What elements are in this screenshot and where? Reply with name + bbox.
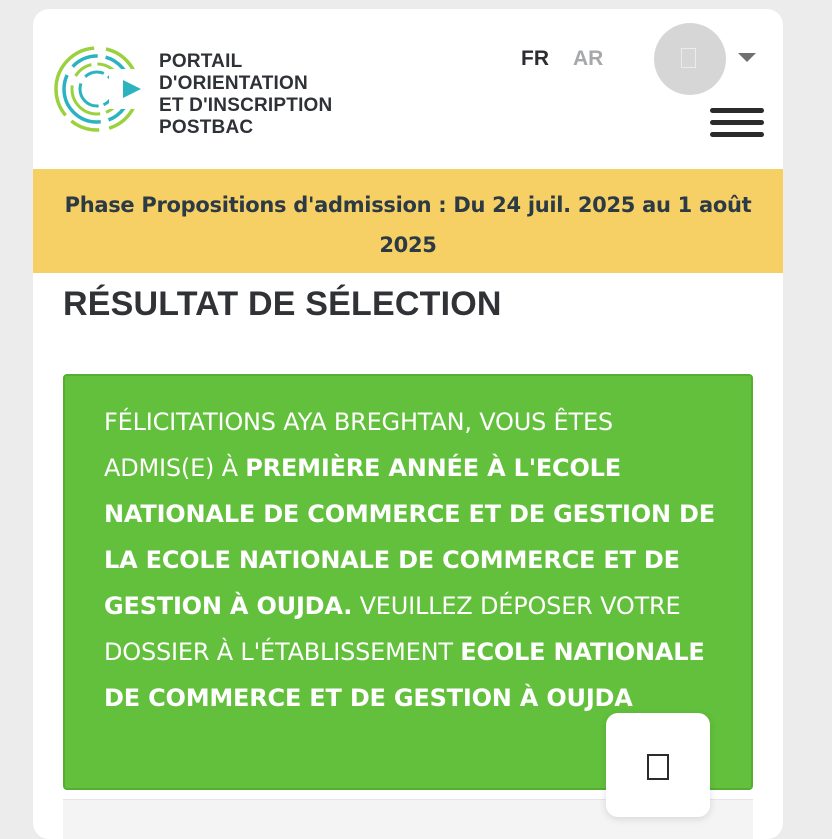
site-logo-text[interactable] [159,51,332,139]
result-program-text: PREMIÈRE ANNÉE À L'ECOLE NATIONALE DE COMMERCE ET DE GESTION DE LA ECOLE NATIONALE DE COMMERCE ET DE GESTION À OUJDA. [104,454,715,620]
user-avatar-icon[interactable] [654,23,726,95]
site-header [33,9,783,169]
floating-action-button[interactable] [606,713,710,817]
language-ar-link[interactable]: AR [573,47,604,70]
phase-banner-text: Phase Propositions d'admission : Du 24 juil. 2025 au 1 août 2025 [64,193,752,257]
chevron-down-icon[interactable] [738,53,756,62]
logo-line-4: POSTBAC [159,117,254,138]
phase-banner [33,169,783,273]
hamburger-menu-icon[interactable] [710,108,764,142]
square-icon [647,754,669,780]
result-institution-text: ECOLE NATIONALE DE COMMERCE ET DE GESTION À OUJDA [104,638,705,712]
language-fr-link[interactable]: FR [521,47,549,70]
logo-line-3: ET D'INSCRIPTION [159,95,333,116]
logo-line-1: PORTAIL [159,51,243,72]
avatar-placeholder-glyph [681,48,696,68]
result-instruction-text: VEUILLEZ DÉPOSER VOTRE DOSSIER À L'ÉTABLISSEMENT [104,592,681,666]
circular-arrow-logo-icon[interactable] [51,41,147,137]
logo-line-2: D'ORIENTATION [159,73,308,94]
result-intro-text: FÉLICITATIONS AYA BREGHTAN, VOUS ÊTES ADMIS(E) À [104,408,613,482]
page-title: RÉSULTAT DE SÉLECTION [63,285,502,323]
